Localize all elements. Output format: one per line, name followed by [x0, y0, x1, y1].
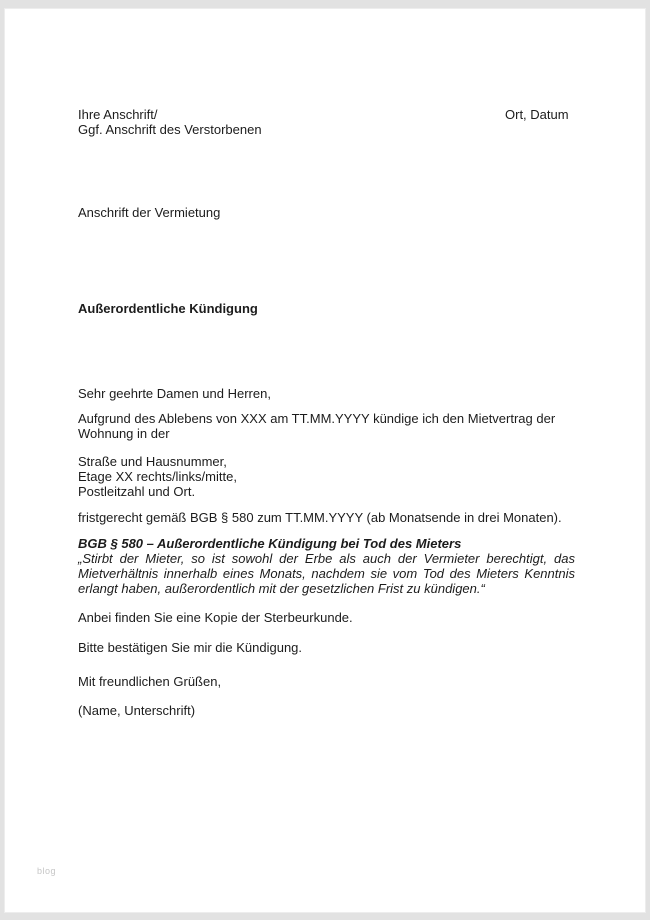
signature-line: (Name, Unterschrift) — [78, 703, 196, 718]
law-quote: „Stirbt der Mieter, so ist sowohl der Erbe als auch der Vermieter berechtigt, das Mietverhältnis innerhalb eines Monats, nachdem sie vom Tod des Mieters Kenntnis erlangt haben, außerordentlich mit der gesetzlichen Frist zu kündigen.“ — [78, 551, 575, 596]
place-date: Ort, Datum — [505, 107, 569, 122]
law-heading: BGB § 580 – Außerordentliche Kündigung bei Tod des Mieters — [78, 536, 462, 551]
salutation: Sehr geehrte Damen und Herren, — [78, 386, 271, 401]
rental-address-line-1: Straße und Hausnummer, — [78, 454, 227, 469]
sender-address-line-2: Ggf. Anschrift des Verstorbenen — [78, 122, 262, 137]
paragraph-deadline: fristgerecht gemäß BGB § 580 zum TT.MM.YYYY (ab Monatsende in drei Monaten). — [78, 510, 562, 525]
rental-address-line-3: Postleitzahl und Ort. — [78, 484, 196, 499]
rental-address-block — [78, 454, 575, 499]
paragraph-intro: Aufgrund des Ablebens von XXX am TT.MM.YYYY kündige ich den Mietvertrag der Wohnung in der — [78, 411, 556, 441]
watermark-text: blog — [37, 866, 57, 876]
sender-address-line-1: Ihre Anschrift/ — [78, 107, 158, 122]
letter-head — [78, 107, 575, 137]
paragraph-attachment: Anbei finden Sie eine Kopie der Sterbeurkunde. — [78, 610, 353, 625]
letter-content — [78, 9, 575, 718]
rental-address-line-2: Etage XX rechts/links/mitte, — [78, 469, 237, 484]
letter-page — [4, 8, 646, 913]
closing-line: Mit freundlichen Grüßen, — [78, 674, 222, 689]
subject-line: Außerordentliche Kündigung — [78, 301, 258, 316]
recipient-address: Anschrift der Vermietung — [78, 205, 221, 220]
paragraph-confirmation: Bitte bestätigen Sie mir die Kündigung. — [78, 640, 303, 655]
